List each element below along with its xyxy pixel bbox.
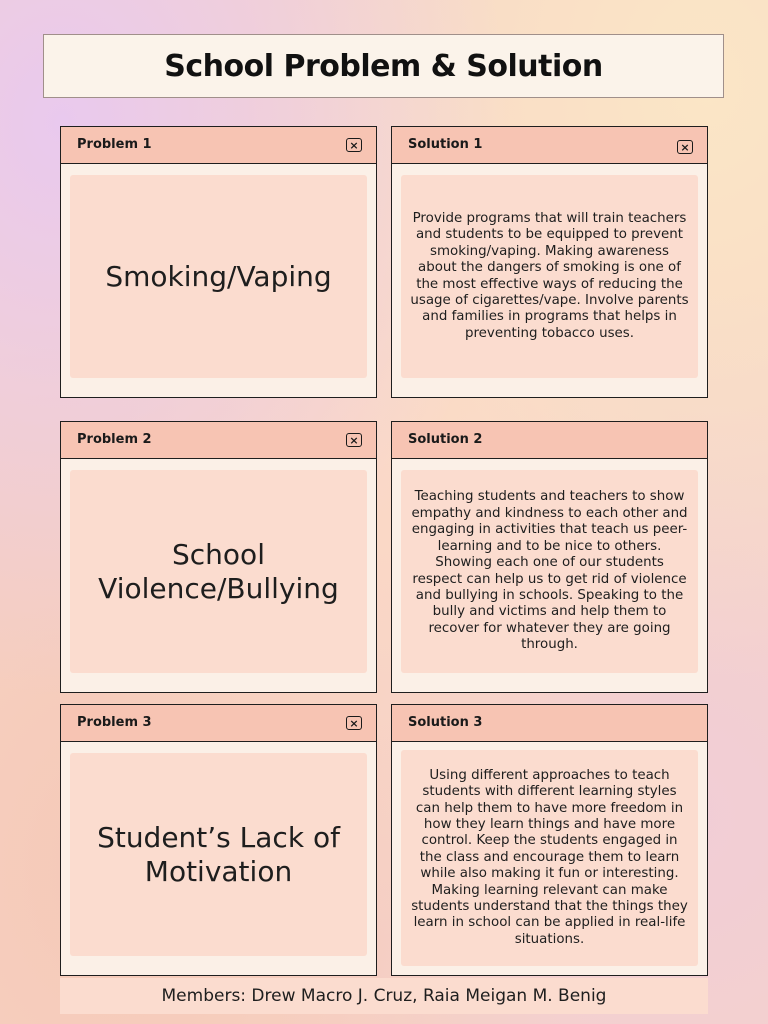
- solution-card-3: [391, 704, 708, 976]
- problem-card-3: [60, 704, 377, 976]
- solution-card-1: [391, 126, 708, 398]
- problem-text: Student’s Lack of Motivation: [70, 753, 367, 956]
- problem-card-2: [60, 421, 377, 693]
- solution-text: Teaching students and teachers to show empathy and kindness to each other and engaging in activities that teach us peer-learning and to be nice to others. Showing each one of our students respect can help us to get rid of violence and bullying in schools. Speaking to the bully and victims and help them to recover for whatever they are going through.: [401, 470, 698, 673]
- close-icon[interactable]: ×: [346, 716, 362, 730]
- problem-card-header: [61, 127, 376, 164]
- solution-label: Solution 2: [408, 432, 483, 447]
- solution-text: Using different approaches to teach students with different learning styles can help them to have more freedom in how they learn things and have more control. Keep the students engaged in the class and encourage them to learn while also making it fun or interesting. Making learning relevant can make students understand that the things they learn in school can be applied in real-life situations.: [401, 750, 698, 966]
- solution-text: Provide programs that will train teachers and students to be equipped to prevent smoking/vaping. Making awareness about the dangers of smoking is one of the most effective ways of reducing the usage of cigarettes/vape. Involve parents and families in programs that helps in preventing tobacco uses.: [401, 175, 698, 378]
- solution-label: Solution 3: [408, 715, 483, 730]
- solution-label: Solution 1: [408, 137, 483, 152]
- solution-card-2: [391, 421, 708, 693]
- title-banner: [43, 34, 724, 98]
- close-icon[interactable]: ×: [346, 138, 362, 152]
- close-icon[interactable]: ×: [677, 140, 693, 154]
- problem-label: Problem 1: [77, 137, 152, 152]
- page-title: School Problem & Solution: [164, 48, 603, 84]
- problem-card-header: [61, 705, 376, 742]
- solution-card-header: [392, 705, 707, 742]
- solution-card-header: [392, 127, 707, 164]
- problem-text: Smoking/Vaping: [70, 175, 367, 378]
- problem-card-1: [60, 126, 377, 398]
- problem-text: School Violence/Bullying: [70, 470, 367, 673]
- solution-card-header: [392, 422, 707, 459]
- close-icon[interactable]: ×: [346, 433, 362, 447]
- problem-card-header: [61, 422, 376, 459]
- problem-label: Problem 3: [77, 715, 152, 730]
- problem-label: Problem 2: [77, 432, 152, 447]
- members-footer: Members: Drew Macro J. Cruz, Raia Meigan M. Benig: [60, 978, 708, 1014]
